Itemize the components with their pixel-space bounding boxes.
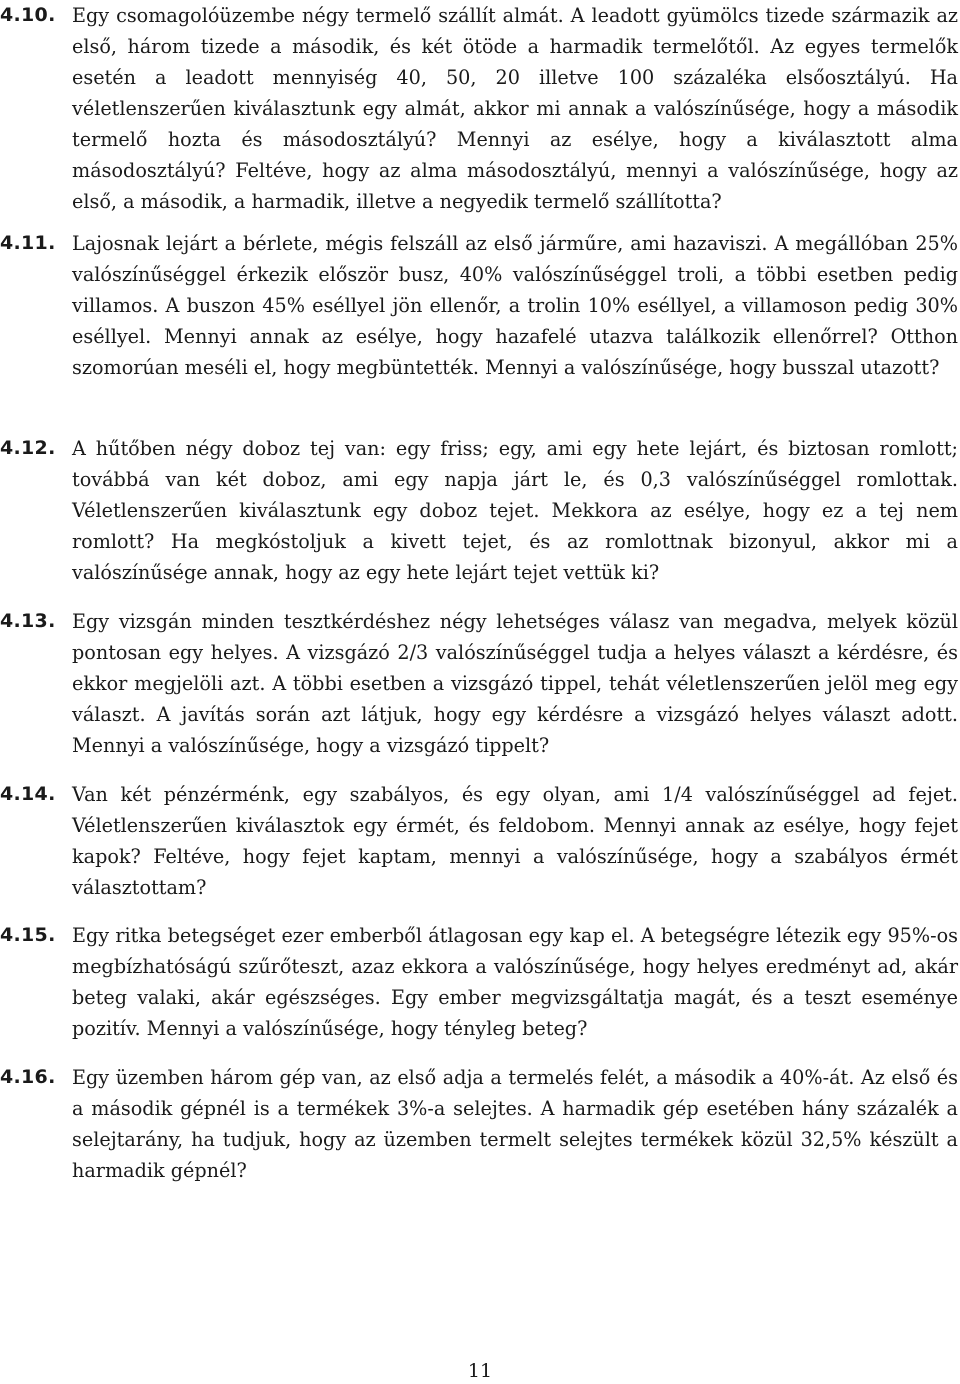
problem-text: Egy csomagolóüzembe négy termelő szállít almát. A leadott gyümölcs tizede származik az első, három tizede a második, és két ötöde a harmadik termelőtől. Az egyes termelők esetén a leadott mennyiség 40, 50, 20 illetve 100 százaléka elsőosztályú. Ha véletlenszerűen kiválasztunk egy almát, akkor mi annak a valószínűsége, hogy a második termelő hozta és másodosztályú? Mennyi az esélye, hogy a kiválasztott alma másodosztályú? Feltéve, hogy az alma másodosztályú, mennyi a valószínűsége, hogy az első, a második, a harmadik, illetve a negyedik termelő szállította? bbox=[72, 4, 958, 213]
problem-text: Van két pénzérménk, egy szabályos, és egy olyan, ami 1/4 valószínűséggel ad fejet. Véletlenszerűen kiválasztok egy érmét, és feldobom. Mennyi annak az esélye, hogy fejet kapok? Feltéve, hogy fejet kaptam, mennyi a valószínűsége, hogy a szabályos érmét választottam? bbox=[72, 783, 958, 899]
problem-number: 4.13. bbox=[0, 610, 56, 632]
problem-4-15 bbox=[0, 920, 960, 1044]
problem-number: 4.15. bbox=[0, 924, 56, 946]
problem-4-12 bbox=[0, 433, 960, 588]
problem-text: Egy vizsgán minden tesztkérdéshez négy lehetséges válasz van megadva, melyek közül pontosan egy helyes. A vizsgázó 2/3 valószínűséggel tudja a helyes választ a kérdésre, és ekkor megjelöli azt. A többi esetben a vizsgázó tippel, tehát véletlenszerűen jelöl meg egy választ. A javítás során azt látjuk, hogy egy kérdésre a vizsgázó helyes választ adott. Mennyi a valószínűsége, hogy a vizsgázó tippelt? bbox=[72, 610, 958, 757]
problem-number: 4.14. bbox=[0, 783, 56, 805]
problem-number: 4.10. bbox=[0, 4, 56, 26]
problem-4-11 bbox=[0, 228, 960, 383]
problem-text: Lajosnak lejárt a bérlete, mégis felszáll az első járműre, ami hazaviszi. A megállóban 25% valószínűséggel érkezik először busz, 40% valószínűséggel troli, a többi esetben pedig villamos. A buszon 45% eséllyel jön ellenőr, a trolin 10% eséllyel, a villamoson pedig 30% eséllyel. Mennyi annak az esélye, hogy hazafelé utazva találkozik ellenőrrel? Otthon szomorúan meséli el, hogy megbüntették. Mennyi a valószínűsége, hogy busszal utazott? bbox=[72, 232, 958, 379]
problem-text: Egy ritka betegséget ezer emberből átlagosan egy kap el. A betegségre létezik egy 95%-os megbízhatóságú szűrőteszt, azaz ekkora a valószínűsége, hogy helyes eredményt ad, akár beteg valaki, akár egészséges. Egy ember megvizsgáltatja magát, és a teszt eseménye pozitív. Mennyi a valószínűsége, hogy tényleg beteg? bbox=[72, 924, 958, 1040]
problem-4-16 bbox=[0, 1062, 960, 1186]
problem-text: Egy üzemben három gép van, az első adja a termelés felét, a második a 40%-át. Az első és a második gépnél is a termékek 3%-a selejtes. A harmadik gép esetében hány százalék a selejtarány, ha tudjuk, hogy az üzemben termelt selejtes termékek közül 32,5% készült a harmadik gépnél? bbox=[72, 1066, 958, 1182]
problem-number: 4.11. bbox=[0, 232, 56, 254]
problem-4-10 bbox=[0, 0, 960, 217]
problem-text: A hűtőben négy doboz tej van: egy friss; egy, ami egy hete lejárt, és biztosan romlott; továbbá van két doboz, ami egy napja járt le, és 0,3 valószínűséggel romlottak. Véletlenszerűen kiválasztunk egy doboz tejet. Mekkora az esélye, hogy ez a tej nem romlott? Ha megkóstoljuk a kivett tejet, és az romlottnak bizonyul, akkor mi a valószínűsége annak, hogy az egy hete lejárt tejet vettük ki? bbox=[72, 437, 958, 584]
problem-4-13 bbox=[0, 606, 960, 761]
problem-number: 4.12. bbox=[0, 437, 56, 459]
page-number: 11 bbox=[467, 1360, 493, 1382]
problem-number: 4.16. bbox=[0, 1066, 56, 1088]
problem-4-14 bbox=[0, 779, 960, 903]
